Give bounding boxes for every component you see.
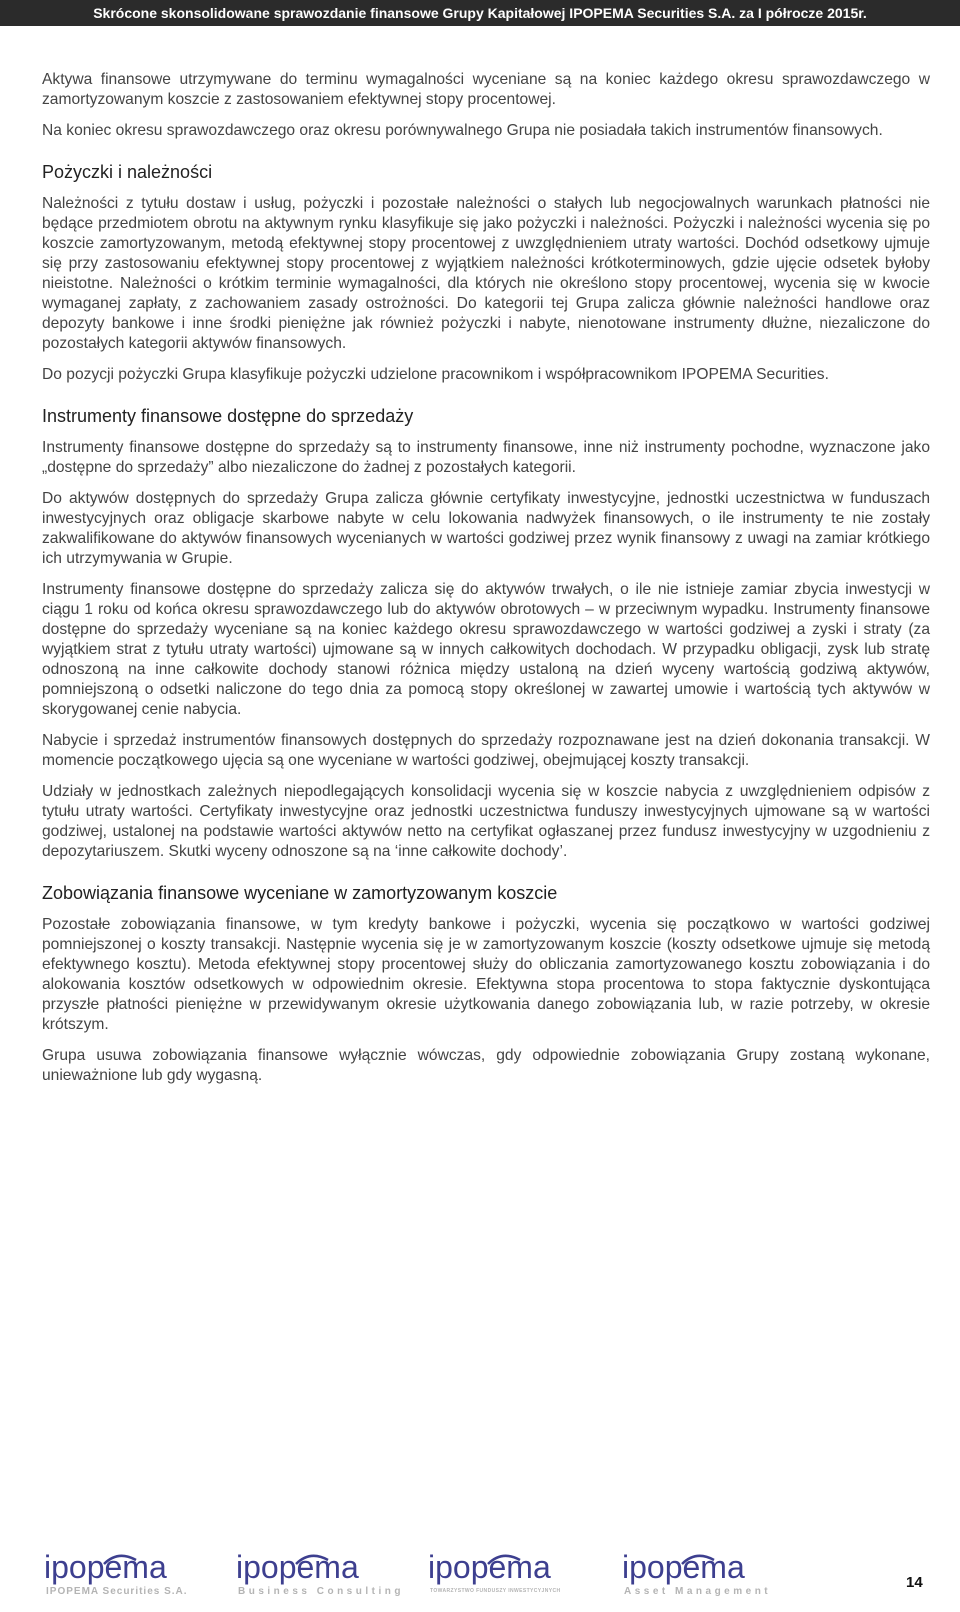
logo-word: ipopema <box>44 1549 167 1585</box>
section-heading-available-for-sale: Instrumenty finansowe dostępne do sprzedaży <box>42 406 414 426</box>
logo-subtitle: Business Consulting <box>238 1586 404 1597</box>
logo-ipopema-asset-management <box>622 1548 772 1604</box>
logo-word: ipopema <box>622 1549 745 1585</box>
ipopema-logo-mark <box>428 1548 578 1588</box>
ipopema-logo-mark <box>236 1548 386 1588</box>
loans-paragraph-2: Do pozycji pożyczki Grupa klasyfikuje pożyczki udzielone pracownikom i współpracownikom IPOPEMA Securities. <box>42 366 829 383</box>
logo-ipopema-securities <box>44 1548 194 1604</box>
section-heading-loans-receivables: Pożyczki i należności <box>42 162 213 182</box>
document-body <box>42 70 930 1097</box>
logo-subtitle: Asset Management <box>624 1586 772 1597</box>
logo-subtitle: TOWARZYSTWO FUNDUSZY INWESTYCYJNYCH <box>430 1588 561 1594</box>
logo-ipopema-business-consulting <box>236 1548 404 1604</box>
afs-paragraph-2: Do aktywów dostępnych do sprzedaży Grupa zalicza głównie certyfikaty inwestycyjne, jednostki uczestnictwa w funduszach inwestycyjnych oraz obligacje skarbowe nabyte w celu lokowania nadwyżek finansowych, o ile instrumenty te nie zostały zakwalifikowane do aktywów finansowych wycenianych w wartości godziwej przez wynik finansowy z uwagi na zamiar krótkiego ich utrzymywania w Grupie. <box>42 490 930 567</box>
intro-paragraph-1: Aktywa finansowe utrzymywane do terminu wymagalności wyceniane są na koniec każdego okresu sprawozdawczego w zamortyzowanym koszcie z zastosowaniem efektywnej stopy procentowej. <box>42 71 930 108</box>
afs-paragraph-5: Udziały w jednostkach zależnych niepodlegających konsolidacji wycenia się w koszcie nabycia z uwzględnieniem odpisów z tytułu utraty wartości. Certyfikaty inwestycyjne oraz jednostki uczestnictwa funduszy inwestycyjnych ujmowane są w wartości godziwej, ustalonej na podstawie wartości aktywów netto na certyfikat ogłaszanej przez fundusz inwestycyjny w uzgodnieniu z depozytariuszem. Skutki wyceny odnoszone są na ‘inne całkowite dochody’. <box>42 783 930 860</box>
logo-ipopema-tfi <box>428 1548 578 1604</box>
afs-paragraph-3: Instrumenty finansowe dostępne do sprzedaży zalicza się do aktywów trwałych, o ile nie istnieje zamiar zbycia inwestycji w ciągu 1 roku od końca okresu sprawozdawczego lub do aktywów obrotowych – w przeciwnym wypadku. Instrumenty finansowe dostępne do sprzedaży wyceniane są na koniec każdego okresu sprawozdawczego w wartości godziwej a zyski i straty (za wyjątkiem strat z tytułu utraty wartości) ujmowane są w innych całkowitych dochodach. W przypadku obligacji, zysk lub stratę odnoszoną na inne całkowite dochody stanowi różnica między ustaloną na dzień wyceny wartością godziwą aktywów, pomniejszoną o odsetki naliczone do tego dnia za pomocą stopy określonej w zawartej umowie i wartością tych aktywów w skorygowanej cenie nabycia. <box>42 581 930 718</box>
logo-word: ipopema <box>236 1549 359 1585</box>
liabilities-paragraph-1: Pozostałe zobowiązania finansowe, w tym kredyty bankowe i pożyczki, wycenia się początkowo w wartości godziwej pomniejszonej o koszty transakcji. Następnie wycenia się je w zamortyzowanym koszcie (koszty odsetkowe ujmuje się metodą efektywnego kosztu). Metoda efektywnej stopy procentowej służy do obliczania zamortyzowanego kosztu zobowiązania i do alokowania kosztów odsetkowych w odpowiednim okresie. Efektywna stopa procentowa to stopa faktycznie dyskontująca przyszłe płatności pieniężne w przewidywanym okresie użytkowania danego zobowiązania lub, w razie potrzeby, w okresie krótszym. <box>42 916 930 1033</box>
afs-paragraph-4: Nabycie i sprzedaż instrumentów finansowych dostępnych do sprzedaży rozpoznawane jest na dzień dokonania transakcji. W momencie początkowego ujęcia są one wyceniane w wartości godziwej, obejmującej koszty transakcji. <box>42 732 930 769</box>
intro-paragraph-2: Na koniec okresu sprawozdawczego oraz okresu porównywalnego Grupa nie posiadała takich instrumentów finansowych. <box>42 122 883 139</box>
logo-subtitle: IPOPEMA Securities S.A. <box>46 1586 188 1597</box>
ipopema-logo-mark <box>622 1548 772 1588</box>
footer-logos <box>44 1548 934 1604</box>
logo-word: ipopema <box>428 1549 551 1585</box>
loans-paragraph-1: Należności z tytułu dostaw i usług, pożyczki i pozostałe należności o stałych lub negocjowalnych warunkach płatności nie będące przedmiotem obrotu na aktywnym rynku klasyfikuje się jako pożyczki i należności. Pożyczki i należności wycenia się po koszcie zamortyzowanym, metodą efektywnej stopy procentowej z uwzględnieniem utraty wartości. Dochód odsetkowy ujmuje się przy zastosowaniu efektywnej stopy procentowej z wyjątkiem należności krótkoterminowych, gdzie ujęcie odsetek byłoby nieistotne. Należności o krótkim terminie wymagalności, dla których nie określono stopy procentowej, wycenia się w kwocie wymaganej zapłaty, z zachowaniem zasady ostrożności. Do kategorii tej Grupa zalicza głównie należności handlowe oraz depozyty bankowe i inne środki pieniężne jak również pożyczki i nabyte, nienotowane instrumenty dłużne, niezaliczone do pozostałych kategorii aktywów finansowych. <box>42 195 930 352</box>
liabilities-paragraph-2: Grupa usuwa zobowiązania finansowe wyłącznie wówczas, gdy odpowiednie zobowiązania Grupy zostaną wykonane, unieważnione lub gdy wygasną. <box>42 1047 930 1084</box>
afs-paragraph-1: Instrumenty finansowe dostępne do sprzedaży są to instrumenty finansowe, inne niż instrumenty pochodne, wyznaczone jako „dostępne do sprzedaży” albo niezaliczone do żadnej z pozostałych kategorii. <box>42 439 930 476</box>
header-bar <box>0 0 960 26</box>
page-number: 14 <box>906 1574 923 1591</box>
section-heading-liabilities: Zobowiązania finansowe wyceniane w zamortyzowanym koszcie <box>42 883 558 903</box>
ipopema-logo-mark <box>44 1548 194 1588</box>
document-header-title: Skrócone skonsolidowane sprawozdanie finansowe Grupy Kapitałowej IPOPEMA Securities S.A. za I półrocze 2015r. <box>93 5 867 21</box>
